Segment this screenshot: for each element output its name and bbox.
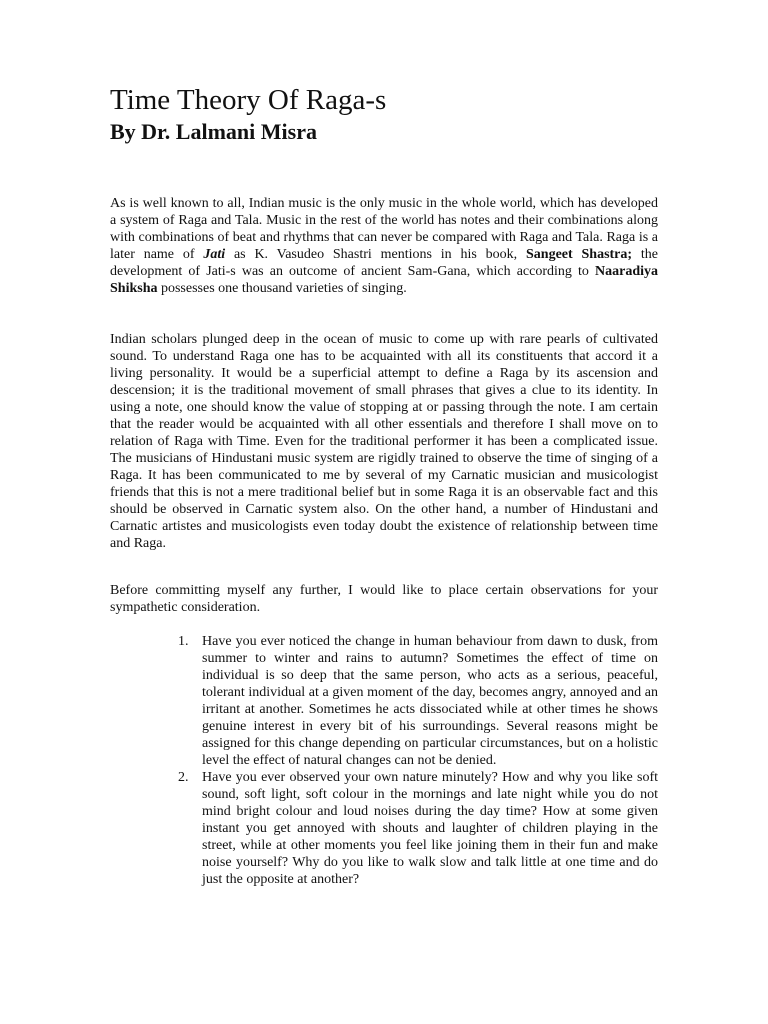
intro-text-3: the development of Jati-s was an outcome of ancient Sam-Gana, which according to xyxy=(110,247,658,279)
intro-text-1: As is well known to all, Indian music is the only music in the whole world, which has developed a system of Raga and Tala. Music in the rest of the world has notes and their combinations along with combinations of beat and rhythms that can never be compared with Raga and Tala. Raga is a later name of xyxy=(110,196,658,262)
observations-list xyxy=(178,633,658,888)
list-item-text: Have you ever observed your own nature minutely? How and why you like soft sound, soft light, soft colour in the mornings and late night while you do not mind bright colour and loud noises during the day time? How at some given instant you get annoyed with shouts and laughter of children playing in the street, while at other moments you feel like joining them in their fun and make noise yourself? Why do you like to walk slow and talk little at one time and do just the opposite at another? xyxy=(202,770,658,887)
document-title: Time Theory Of Raga-s xyxy=(110,84,387,116)
naaradiya-shiksha-term: Naaradiya Shiksha xyxy=(110,264,658,296)
list-item-number: 2. xyxy=(178,770,189,785)
paragraph-observations-intro: Before committing myself any further, I would like to place certain observations for your sympathetic consideration. xyxy=(110,583,658,615)
jati-term: Jati xyxy=(203,247,226,262)
author-byline: By Dr. Lalmani Misra xyxy=(110,119,317,144)
list-item-number: 1. xyxy=(178,634,189,649)
paragraph-scholars: Indian scholars plunged deep in the ocean of music to come up with rare pearls of cultivated sound. To understand Raga one has to be acquainted with all its constituents that accord it a living personality. It would be a superficial attempt to define a Raga by its ascension and descension; it is the traditional movement of small phrases that gives a clue to its identity. In using a note, one should know the value of stopping at or passing through the note. I am certain that the reader would be acquainted with all other essentials and therefore I shall move on to relation of Raga with Time. Even for the traditional performer it has been a complicated issue. The musicians of Hindustani music system are rigidly trained to observe the time of singing of a Raga. It has been communicated to me by several of my Carnatic musician and musicologist friends that this is not a mere traditional belief but in some Raga it is an observable fact and this should be observed in Carnatic system also. On the other hand, a number of Hindustani and Carnatic artistes and musicologists even today doubt the existence of relationship between time and Raga. xyxy=(110,332,658,551)
intro-text-4: possesses one thousand varieties of singing. xyxy=(157,281,407,296)
sangeet-shastra-term: Sangeet Shastra; xyxy=(526,247,633,262)
list-item-text: Have you ever noticed the change in human behaviour from dawn to dusk, from summer to winter and rains to autumn? Sometimes the effect of time on individual is so deep that the same person, who acts as a serious, peaceful, tolerant individual at a given moment of the day, becomes angry, annoyed and an irritant at another. Sometimes he acts dissociated while at other times he shows genuine interest in every bit of his surroundings. Several reasons might be assigned for this change depending on particular circumstances, but on a holistic level the effect of natural changes can not be denied. xyxy=(202,634,658,768)
intro-text-2: as K. Vasudeo Shastri mentions in his book, xyxy=(225,247,526,262)
paragraph-intro xyxy=(110,195,658,297)
list-item xyxy=(178,633,658,769)
list-item xyxy=(178,769,658,888)
